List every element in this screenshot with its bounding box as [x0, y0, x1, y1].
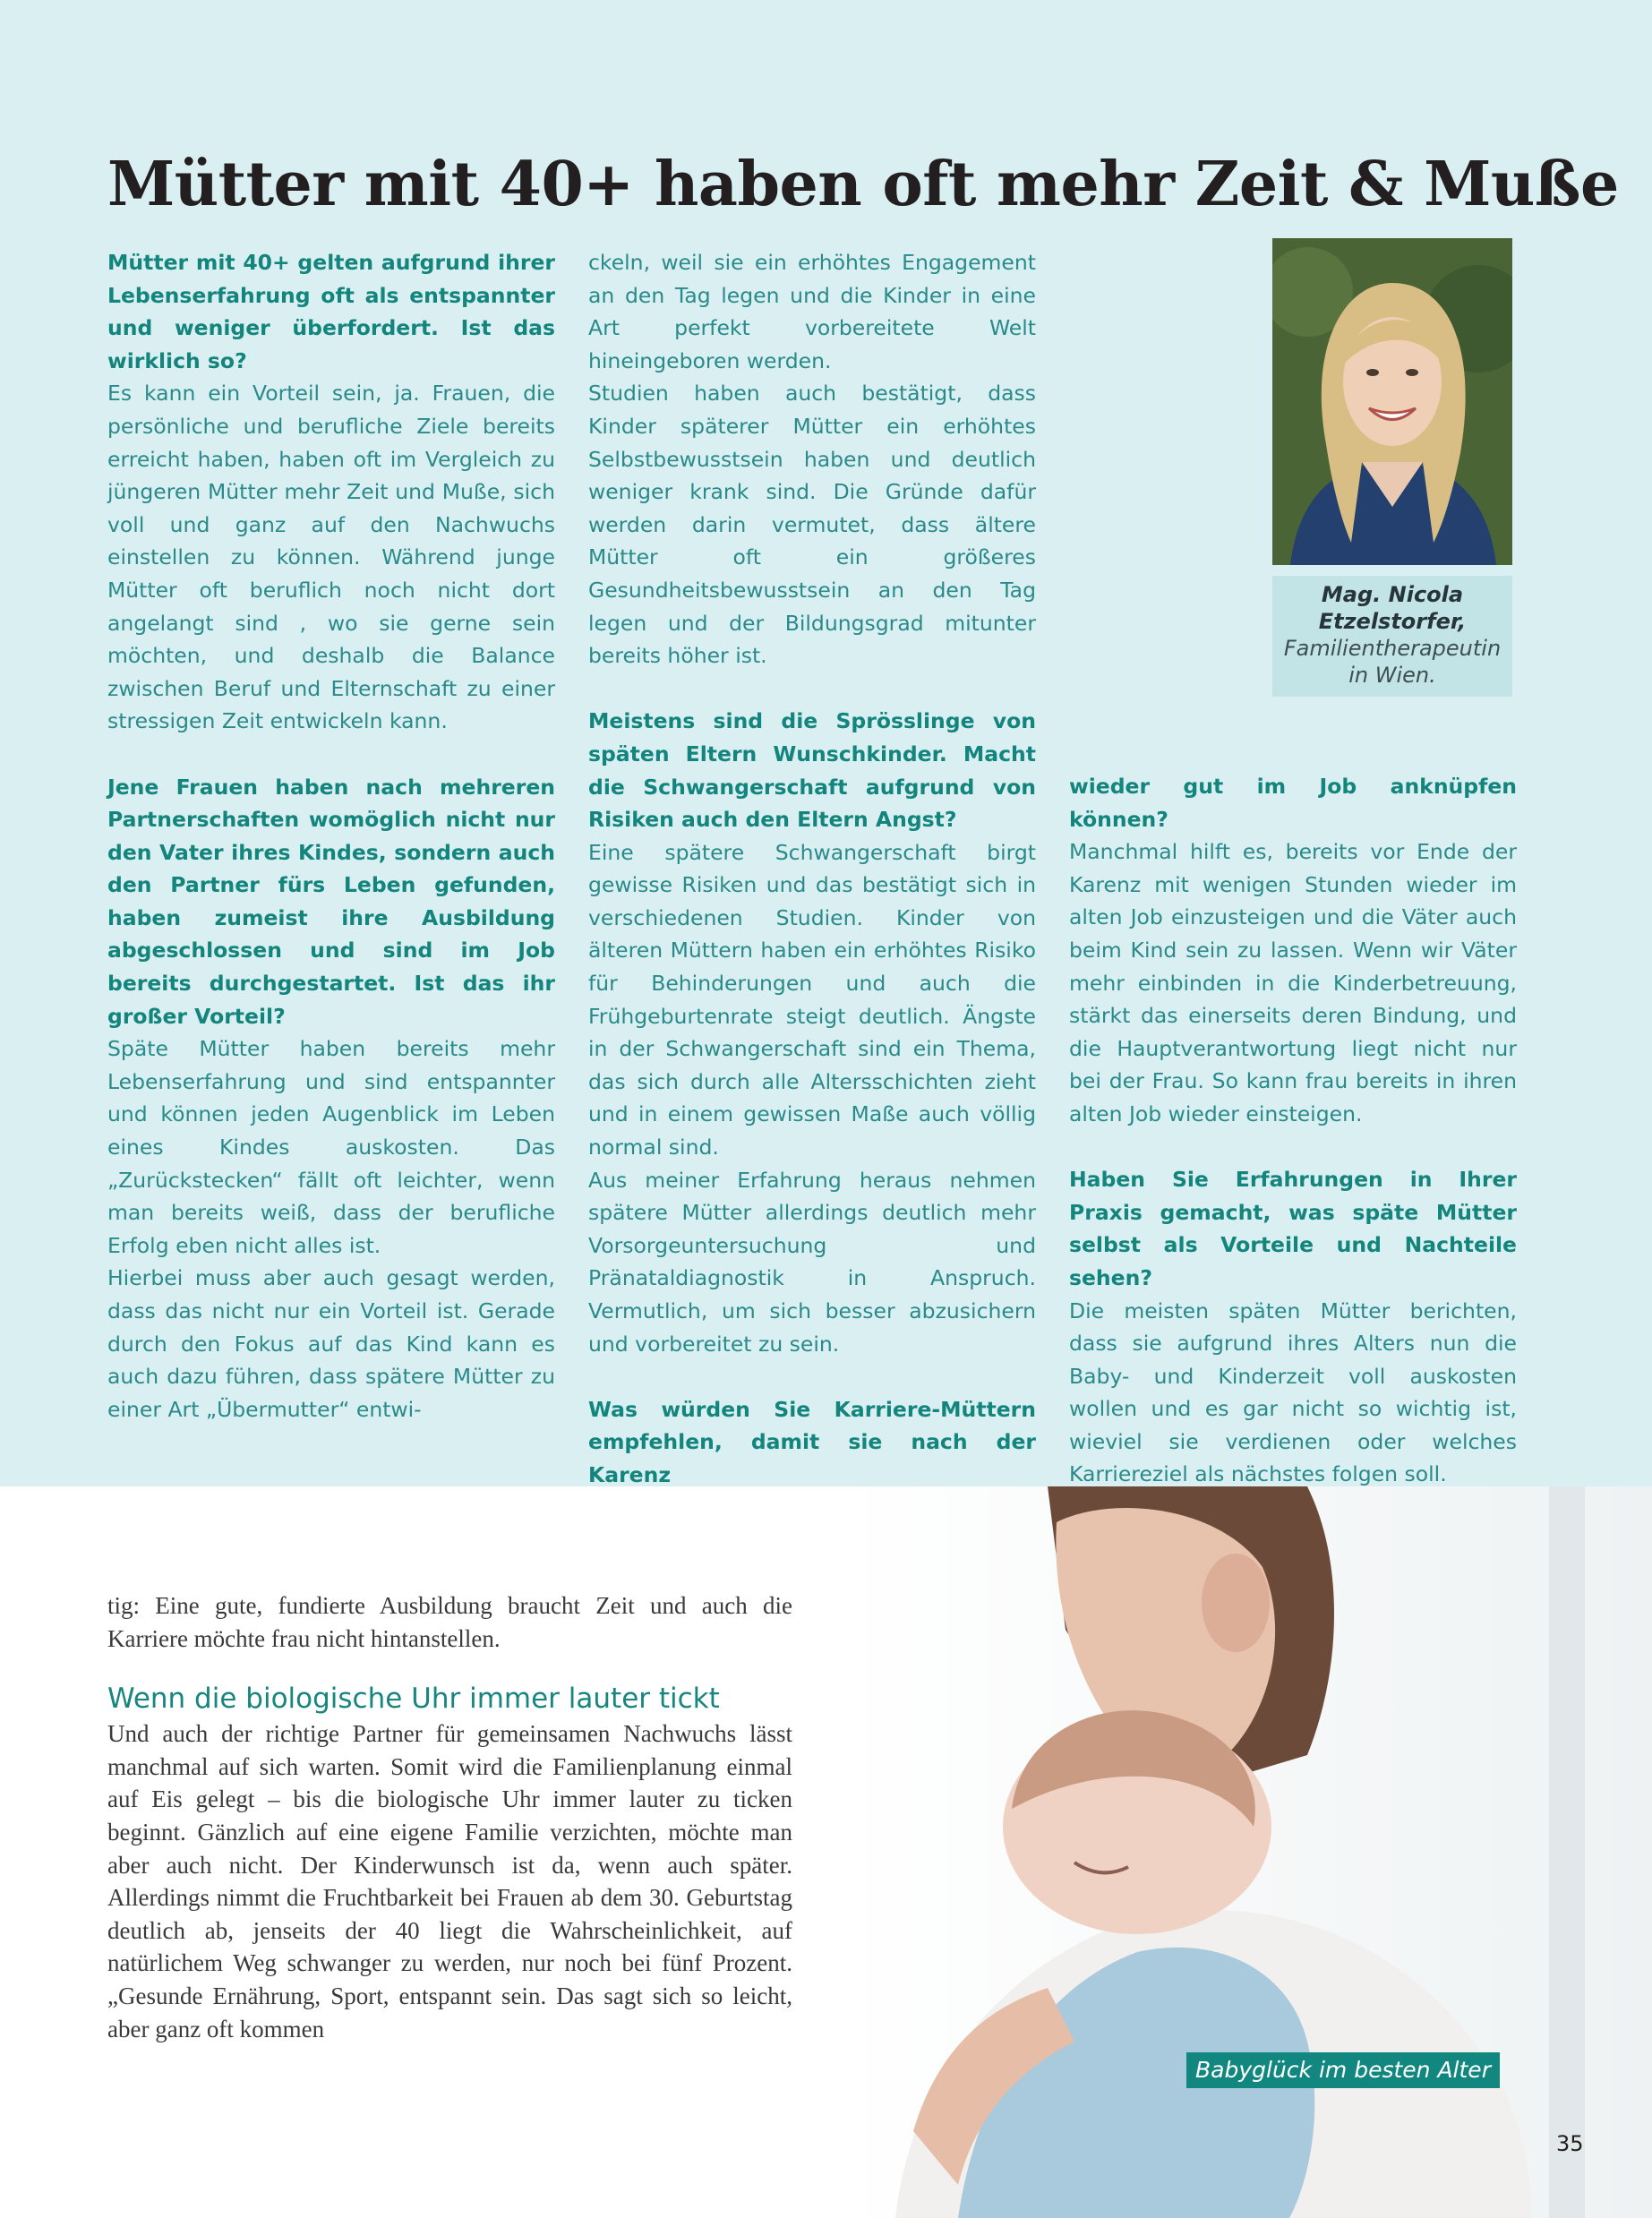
question-2: Jene Frauen haben nach mehreren Partnerschaften womöglich nicht nur den Vater ihres Kindes, sondern auch den Partner fürs Leben gefunden, haben zumeist ihre Ausbildung abgeschlossen und sind im Job bereits durchgestartet. Ist das ihr großer Vorteil?	[107, 774, 555, 1029]
body-paragraph-1: tig: Eine gute, fundierte Ausbildung braucht Zeit und auch die Karriere möchte frau nicht hintanstellen.	[107, 1592, 792, 1652]
interview-column-3	[1069, 770, 1517, 1491]
answer-1: Es kann ein Vorteil sein, ja. Frauen, die persönliche und berufliche Ziele bereits erreicht haben, haben oft im Vergleich zu jüngeren Mütter mehr Zeit und Muße, sich voll und ganz auf den Nachwuchs einstellen zu können. Während junge Mütter oft beruflich noch nicht dort angelangt sind , wo sie gerne sein möchten, und deshalb die Balance zwischen Beruf und Elternschaft zu einer stressigen Zeit entwickeln kann.	[107, 381, 555, 734]
page-number: 35	[1556, 2131, 1584, 2156]
paragraph-gap	[1069, 1131, 1517, 1164]
question-5: Haben Sie Erfahrungen in Ihrer Praxis gemacht, was späte Mütter selbst als Vorteile und Nachteile sehen?	[1069, 1167, 1517, 1290]
paragraph-gap	[588, 1360, 1036, 1393]
expert-role: Familientherapeutin in Wien.	[1283, 636, 1502, 688]
expert-name: Mag. Nicola Etzelstorfer,	[1318, 582, 1467, 634]
answer-3-part-a: Eine spätere Schwangerschaft birgt gewisse Risiken und das bestätigt sich in verschiedenen Studien. Kinder von älteren Müttern haben ein erhöhtes Risiko für Behinderungen und auch die Frühgeburtenrate steigt deutlich. Ängste in der Schwangerschaft sind ein Thema, das sich durch alle Altersschichten zieht und in einem gewissen Maße auch völlig normal sind.	[588, 839, 1036, 1160]
portrait-illustration	[1272, 238, 1512, 565]
paragraph-gap	[588, 672, 1036, 706]
question-4: Was würden Sie Karriere-Müttern empfehlen, damit sie nach der Karenz	[588, 1396, 1036, 1487]
body-paragraph-2: Und auch der richtige Partner für gemeinsamen Nachwuchs lässt manchmal auf sich warten. Somit wird die Familienplanung einmal auf Eis gelegt – bis die biologische Uhr immer lauter zu ticken beginnt. Gänzlich auf eine eigene Familie verzichten, möchte man aber auch nicht. Der Kinderwunsch ist da, wenn auch später. Allerdings nimmt die Fruchtbarkeit bei Frauen ab dem 30. Geburtstag deutlich ab, jenseits der 40 liegt die Wahrscheinlichkeit, auf natürlichem Weg schwanger zu werden, nur noch bei fünf Prozent. „Gesunde Ernährung, Sport, entspannt sein. Das sagt sich so leicht, aber ganz oft kommen	[107, 1720, 792, 2042]
answer-2-part-a: Späte Mütter haben bereits mehr Lebenserfahrung und sind entspannter und können jeden Augenblick im Leben eines Kindes auskosten. Das „Zurückstecken“ fällt oft leichter, wenn man bereits weiß, dass der berufliche Erfolg eben nicht alles ist.	[107, 1036, 555, 1258]
section-subheading: Wenn die biologische Uhr immer lauter tickt	[107, 1683, 720, 1716]
mother-baby-photo	[842, 1486, 1652, 2218]
answer-2-part-b: Hierbei muss aber auch gesagt werden, dass das nicht nur ein Vorteil ist. Gerade durch den Fokus auf das Kind kann es auch dazu führen, dass spätere Mütter zu einer Art „Übermutter“ entwi-	[107, 1265, 555, 1422]
interview-column-1	[107, 246, 555, 1426]
paragraph-gap	[107, 738, 555, 771]
answer-2-part-c: ckeln, weil sie ein erhöhtes Engagement an den Tag legen und die Kinder in eine Art perfekt vorbereitete Welt hineingeboren werden.	[588, 250, 1036, 373]
mother-baby-illustration	[842, 1486, 1652, 2218]
image-caption: Babyglück im besten Alter	[1186, 2052, 1500, 2088]
portrait-photo	[1272, 238, 1512, 565]
answer-3-part-b: Aus meiner Erfahrung heraus nehmen spätere Mütter allerdings deutlich mehr Vorsorgeuntersuchung und Pränataldiagnostik in Anspruch. Vermutlich, um sich besser abzusichern und vorbereitet zu sein.	[588, 1167, 1036, 1357]
portrait-caption	[1272, 576, 1512, 697]
article-title: Mütter mit 40+ haben oft mehr Zeit & Muße	[107, 149, 1619, 220]
answer-5: Die meisten späten Mütter berichten, dass sie aufgrund ihres Alters nun die Baby- und Kinderzeit voll auskosten wollen und es gar nicht so wichtig ist, wieviel sie verdienen oder welches Karriereziel als nächstes folgen soll.	[1069, 1297, 1517, 1487]
question-4-continued: wieder gut im Job anknüpfen können?	[1069, 774, 1517, 832]
answer-2-part-d: Studien haben auch bestätigt, dass Kinder späterer Mütter ein erhöhtes Selbstbewusstsein haben und deutlich weniger krank sind. Die Gründe dafür werden darin vermutet, dass ältere Mütter oft ein größeres Gesundheitsbewusstsein an den Tag legen und der Bildungsgrad mitunter bereits höher ist.	[588, 381, 1036, 669]
question-1: Mütter mit 40+ gelten aufgrund ihrer Lebenserfahrung oft als entspannter und weniger überfordert. Ist das wirklich so?	[107, 250, 555, 373]
interview-column-2	[588, 246, 1036, 1492]
article-body-continued	[107, 1589, 792, 2045]
question-3: Meistens sind die Sprösslinge von späten Eltern Wunschkinder. Macht die Schwangerschaft aufgrund von Risiken auch den Eltern Angst?	[588, 708, 1036, 833]
answer-4: Manchmal hilft es, bereits vor Ende der Karenz mit wenigen Stunden wieder im alten Job einzusteigen und die Väter auch beim Kind sein zu lassen. Wenn wir Väter mehr einbinden in die Kinderbetreuung, stärkt das einerseits deren Bindung, und die Hauptverantwortung liegt nicht nur bei der Frau. So kann frau bereits in ihren alten Job wieder einsteigen.	[1069, 839, 1517, 1126]
